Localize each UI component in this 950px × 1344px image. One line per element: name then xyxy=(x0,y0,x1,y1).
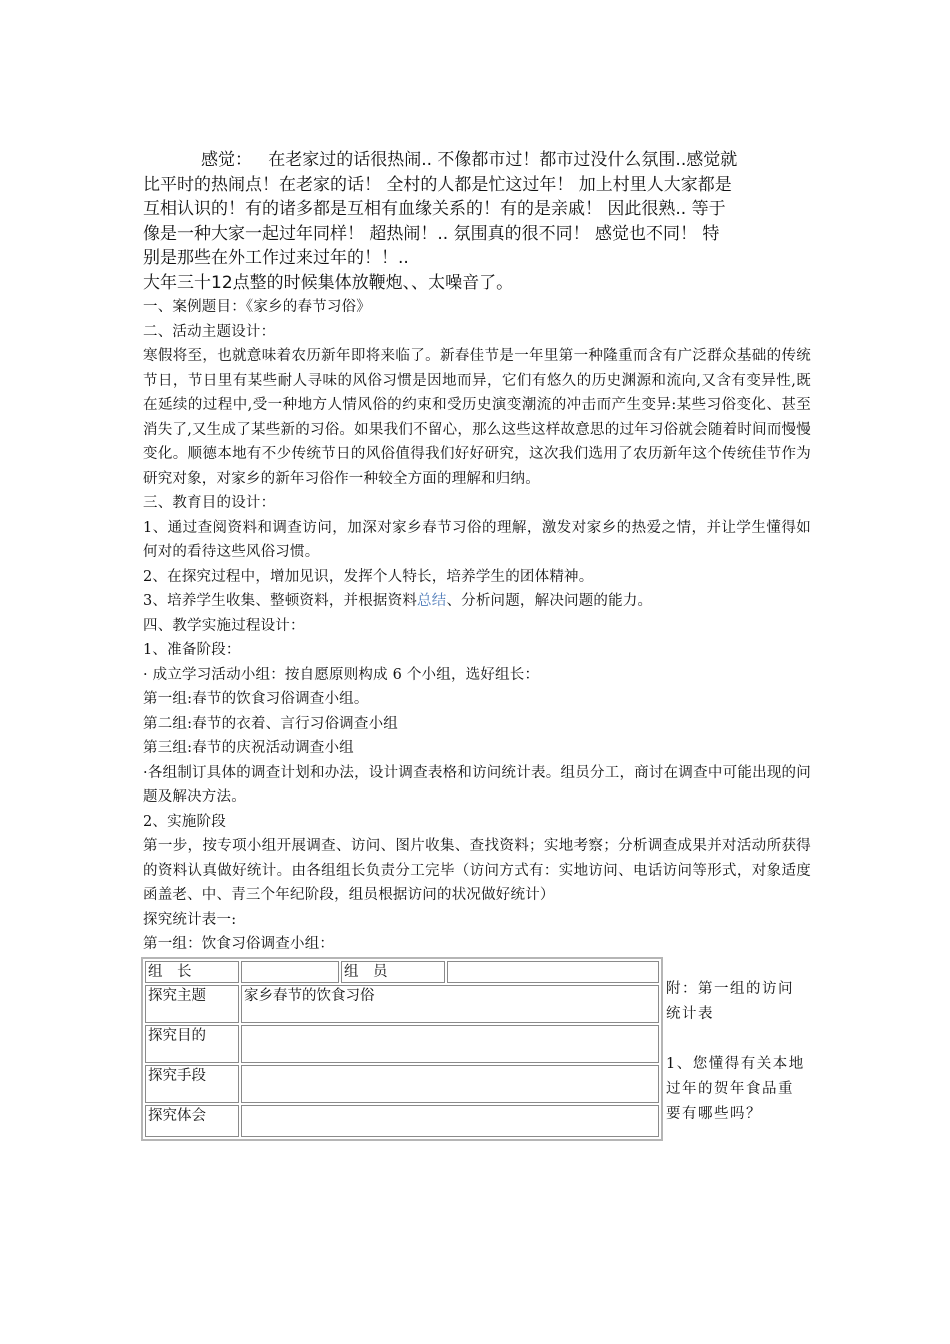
theme-paragraph: 寒假将至，也就意味着农历新年即将来临了。新春佳节是一年里第一种隆重而含有广泛群众基础的传统节日，节日里有某些耐人寻味的风俗习惯是因地而异，它们有悠久的历史渊源和流向,又含有变异性,既在延续的过程中,受一种地方人情风俗的约束和受历史演变潮流的冲击而产生变异:某些习俗变化、甚至消失了,又生成了某些新的习俗。如果我们不留心，那么这些这样故意思的过年习俗就会随着时间而慢慢变化。顺德本地有不少传统节日的风俗值得我们好好研究，这次我们选用了农历新年这个传统佳节作为研究对象，对家乡的新年习俗作一种较全方面的理解和归纳。 xyxy=(143,348,811,487)
side-note-title: 附：第一组的访问统计表 xyxy=(666,980,794,1022)
row-label: 探究手段 xyxy=(145,1065,239,1103)
intro-line-4: 像是一种大家一起过年同样！ 超热闹！.. 氛围真的很不同！ 感觉也不同！ 特 xyxy=(143,223,720,244)
row-label: 探究主题 xyxy=(145,985,239,1023)
side-note xyxy=(666,977,809,1127)
goal-2: 2、在探究过程中，增加见识，发挥个人特长，培养学生的团体精神。 xyxy=(143,568,594,585)
stats-table-title: 探究统计表一: xyxy=(143,911,237,928)
group-formation: · 成立学习活动小组：按自愿原则构成 6 个小组，选好组长： xyxy=(143,666,540,683)
row-value[interactable]: 家乡春节的饮食习俗 xyxy=(241,985,659,1023)
row-value[interactable] xyxy=(241,1025,659,1063)
intro-line-3: 互相认识的！有的诸多都是互相有血缘关系的！有的是亲戚！ 因此很熟.. 等于 xyxy=(143,199,726,219)
table-row xyxy=(145,1065,659,1103)
stage-2-heading: 2、实施阶段 xyxy=(143,813,226,830)
intro-line-2: 比平时的热闹点！在老家的话！ 全村的人都是忙这过年！ 加上村里人大家都是 xyxy=(143,174,732,195)
table-row xyxy=(145,1105,659,1137)
goal-1: 1、通过查阅资料和调查访问，加深对家乡春节习俗的理解，激发对家乡的热爱之情，并让学生懂得如何对的看待这些风俗习惯。 xyxy=(143,519,811,560)
goal-3: 3、培养学生收集、整顿资料，并根据资料总结、分析问题，解决问题的能力。 xyxy=(143,593,653,609)
table-row xyxy=(145,1025,659,1063)
group-plan: ·各组制订具体的调查计划和办法，设计调查表格和访问统计表。组员分工，商讨在调查中可能出现的问题及解决方法。 xyxy=(143,764,811,805)
table-row xyxy=(145,985,659,1023)
intro-label: 感觉： xyxy=(201,150,252,170)
group-1: 第一组:春节的饮食习俗调查小组。 xyxy=(143,691,369,707)
row-value[interactable] xyxy=(241,1065,659,1103)
row-value[interactable] xyxy=(241,1105,659,1137)
table-area xyxy=(143,957,811,1147)
group-2: 第二组:春节的衣着、言行习俗调查小组 xyxy=(143,715,398,732)
row-label: 探究体会 xyxy=(145,1105,239,1137)
document-page xyxy=(143,148,811,1147)
leader-value-cell[interactable] xyxy=(241,961,339,983)
survey-table xyxy=(141,957,663,1141)
section-heading-2: 二、活动主题设计： xyxy=(143,323,276,340)
members-label-cell: 组 员 xyxy=(341,961,445,983)
case-title: 一、案例题目：《家乡的春节习俗》 xyxy=(143,299,371,315)
intro-paragraph xyxy=(143,148,811,295)
section-heading-4: 四、教学实施过程设计： xyxy=(143,617,305,634)
row-label: 探究目的 xyxy=(145,1025,239,1063)
side-question-1: 1、您懂得有关本地过年的贺年食品重要有哪些吗？ xyxy=(666,1055,805,1122)
stage-1-heading: 1、准备阶段： xyxy=(143,642,241,658)
step-1: 第一步，按专项小组开展调查、访问、图片收集、查找资料；实地考察；分析调查成果并对活动所获得的资料认真做好统计。由各组组长负责分工完毕（访问方式有：实地访问、电话访问等形式，对象适度函盖老、中、青三个年纪阶段，组员根据访问的状况做好统计） xyxy=(143,838,811,903)
intro-line-6: 大年三十12点整的时候集体放鞭炮、、太噪音了。 xyxy=(143,272,514,293)
intro-line-1: 在老家过的话很热闹.. 不像都市过！都市过没什么氛围..感觉就 xyxy=(268,150,738,170)
group-1-title: 第一组：饮食习俗调查小组： xyxy=(143,936,335,952)
table-header-row xyxy=(145,961,659,983)
intro-line-5: 别是那些在外工作过来过年的！！.. xyxy=(143,248,409,268)
group-3: 第三组:春节的庆祝活动调查小组 xyxy=(143,740,354,756)
section-heading-3: 三、教育目的设计： xyxy=(143,495,276,511)
leader-label-cell: 组 长 xyxy=(145,961,239,983)
members-value-cell[interactable] xyxy=(447,961,659,983)
summary-link[interactable]: 总结 xyxy=(417,593,447,609)
